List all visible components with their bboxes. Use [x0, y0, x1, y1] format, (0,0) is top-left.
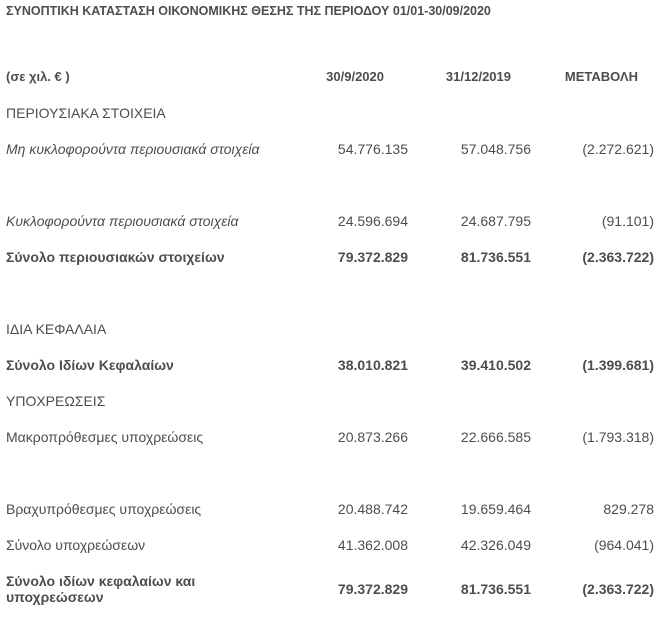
- value-change: (2.363.722): [582, 249, 654, 265]
- table-row: [0, 213, 671, 233]
- value-31-12-2019: 81.736.551: [460, 581, 531, 597]
- value-30-9-2020: 20.873.266: [337, 429, 408, 445]
- table-row: [0, 429, 671, 449]
- row-label: Σύνολο περιουσιακών στοιχείων: [6, 249, 225, 265]
- column-header-30-9-2020: 30/9/2020: [326, 69, 384, 84]
- table-row: [0, 537, 671, 557]
- row-label: Κυκλοφορούντα περιουσιακά στοιχεία: [6, 213, 239, 229]
- section-heading-assets: ΠΕΡΙΟΥΣΙΑΚΑ ΣΤΟΙΧΕΙΑ: [6, 105, 166, 121]
- value-30-9-2020: 54.776.135: [337, 141, 408, 157]
- value-30-9-2020: 79.372.829: [337, 249, 408, 265]
- page-title: ΣΥΝΟΠΤΙΚΗ ΚΑΤΑΣΤΑΣΗ ΟΙΚΟΝΟΜΙΚΗΣ ΘΕΣΗΣ ΤΗΣ ΠΕΡΙΟΔΟΥ 01/01-30/09/2020: [6, 4, 491, 18]
- section-heading-equity: ΙΔΙΑ ΚΕΦΑΛΑΙΑ: [6, 321, 107, 337]
- row-label: Μακροπρόθεσμες υποχρεώσεις: [6, 429, 204, 445]
- row-label-line-2: υποχρεώσεων: [6, 589, 104, 605]
- value-31-12-2019: 24.687.795: [460, 213, 531, 229]
- value-change: (2.272.621): [582, 141, 654, 157]
- value-30-9-2020: 79.372.829: [337, 581, 408, 597]
- value-change: (91.101): [601, 213, 654, 229]
- value-30-9-2020: 38.010.821: [337, 357, 408, 373]
- column-header-31-12-2019: 31/12/2019: [445, 69, 511, 84]
- total-row-assets: [0, 249, 671, 269]
- section-heading-liabilities: ΥΠΟΧΡΕΩΣΕΙΣ: [6, 393, 106, 409]
- value-30-9-2020: 24.596.694: [337, 213, 408, 229]
- value-change: (2.363.722): [582, 581, 654, 597]
- value-change: 829.278: [603, 501, 654, 517]
- column-header-change: ΜΕΤΑΒΟΛΗ: [564, 69, 638, 84]
- value-31-12-2019: 39.410.502: [460, 357, 531, 373]
- value-31-12-2019: 19.659.464: [460, 501, 531, 517]
- row-label: [6, 573, 195, 605]
- value-change: (1.793.318): [582, 429, 654, 445]
- value-30-9-2020: 41.362.008: [337, 537, 408, 553]
- value-31-12-2019: 42.326.049: [460, 537, 531, 553]
- value-30-9-2020: 20.488.742: [337, 501, 408, 517]
- table-row: [0, 501, 671, 521]
- total-row-equity-and-liabilities: [0, 573, 671, 609]
- total-row-equity: [0, 357, 671, 377]
- row-label: Σύνολο υποχρεώσεων: [6, 537, 146, 553]
- value-change: (964.041): [594, 537, 654, 553]
- value-change: (1.399.681): [582, 357, 654, 373]
- value-31-12-2019: 22.666.585: [460, 429, 531, 445]
- table-row: [0, 141, 671, 161]
- row-label-line-1: Σύνολο ιδίων κεφαλαίων και: [6, 573, 196, 589]
- row-label: Μη κυκλοφορούντα περιουσιακά στοιχεία: [6, 141, 260, 157]
- table-header: [0, 69, 671, 89]
- row-label: Βραχυπρόθεσμες υποχρεώσεις: [6, 501, 202, 517]
- value-31-12-2019: 81.736.551: [460, 249, 531, 265]
- unit-label: (σε χιλ. € ): [6, 69, 70, 84]
- value-31-12-2019: 57.048.756: [460, 141, 531, 157]
- row-label: Σύνολο Ιδίων Κεφαλαίων: [6, 357, 174, 373]
